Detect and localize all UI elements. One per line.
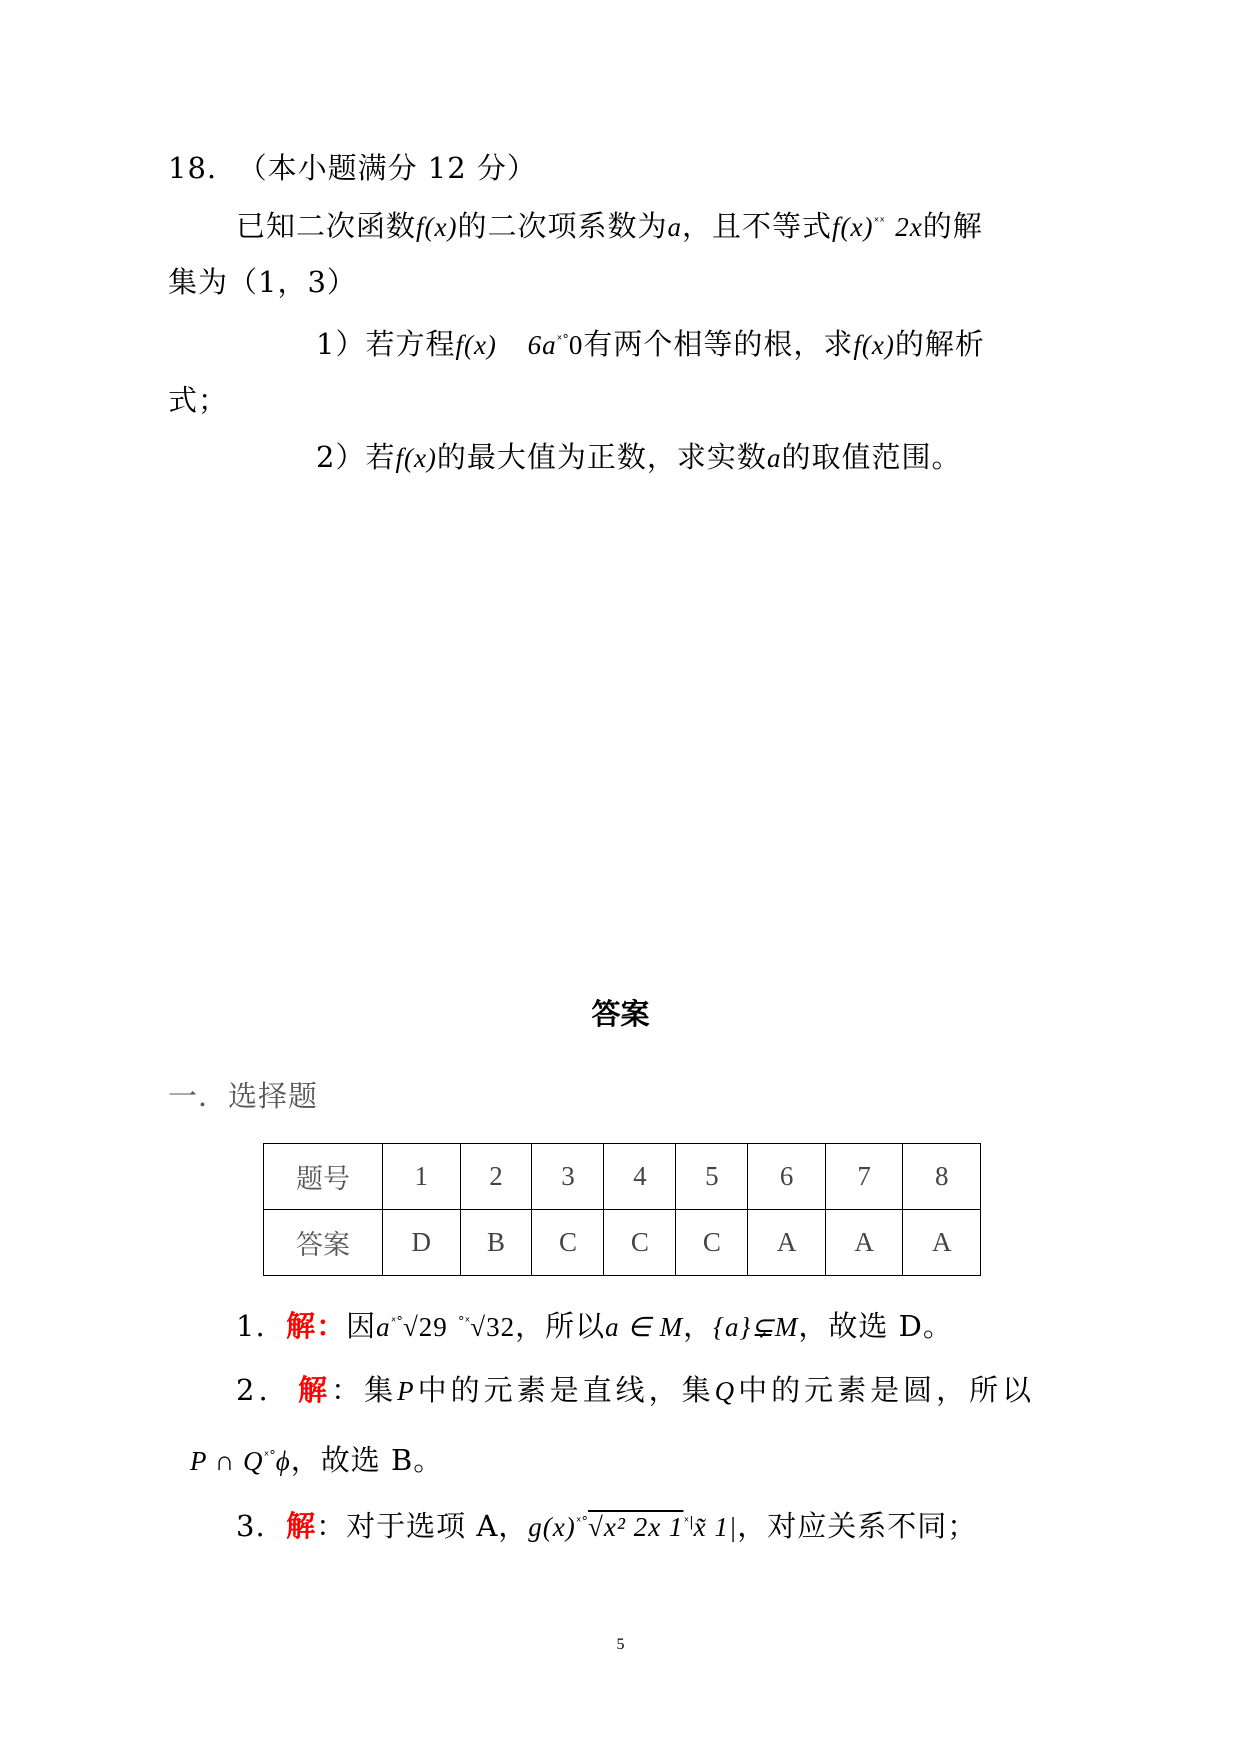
math-2x: 2x [895, 212, 923, 242]
garbled-symbol: ˣ° [556, 333, 569, 348]
table-cell: D [383, 1210, 461, 1276]
math-phi: ϕ [275, 1446, 291, 1476]
table-cell: B [460, 1210, 532, 1276]
score-note: （本小题满分 12 分） [237, 151, 537, 185]
table-row [264, 1144, 981, 1210]
solution-label: 解 [286, 1309, 317, 1343]
part1-text: 1）若方程 [316, 327, 456, 361]
garbled-symbol: ˣ° [390, 1315, 403, 1330]
table-cell: A [903, 1210, 981, 1276]
part1-text: 的解析 [894, 327, 985, 361]
math-abs: x̃ 1| [693, 1512, 738, 1542]
solution-1 [236, 1303, 953, 1347]
part1-text: 式； [168, 383, 229, 417]
solution-number: 3. [236, 1509, 266, 1543]
problem-number: 18. [168, 151, 218, 185]
part2-text: 的取值范围。 [781, 440, 962, 474]
math-subset: {a}⊊M [713, 1312, 799, 1342]
math-gx: g(x) [528, 1512, 576, 1542]
table-cell: 4 [604, 1144, 676, 1210]
stem-text: 的解 [922, 209, 983, 243]
table-cell: 3 [532, 1144, 604, 1210]
solution-number: 2. [236, 1373, 272, 1407]
part1-text: 有两个相等的根，求 [583, 327, 854, 361]
table-row [264, 1210, 981, 1276]
table-cell: 2 [460, 1144, 532, 1210]
problem-18-part2 [316, 437, 961, 478]
solution-number: 1. [236, 1309, 266, 1343]
table-cell: 6 [748, 1144, 826, 1210]
solution-text: ，对应关系不同； [737, 1509, 978, 1543]
math-sqrt32: √32 [470, 1312, 516, 1342]
table-cell: 5 [676, 1144, 748, 1210]
garbled-symbol: ˣ° [263, 1449, 276, 1464]
math-fx: f(x) [395, 443, 437, 473]
solution-text: 中的元素是圆，所以 [738, 1373, 1036, 1407]
solution-2-cont [190, 1437, 443, 1481]
math-a: a [766, 443, 782, 473]
table-cell: A [825, 1210, 903, 1276]
solution-text: ：集 [331, 1373, 398, 1407]
solution-colon: ： [316, 1309, 347, 1343]
table-cell: C [532, 1210, 604, 1276]
garbled-symbol: ˣˣ [873, 215, 886, 230]
math-q: Q [714, 1376, 739, 1406]
page-number: 5 [616, 1636, 625, 1653]
table-cell: 7 [825, 1144, 903, 1210]
solution-text: ，所以 [515, 1309, 606, 1343]
solution-text: 因 [346, 1309, 377, 1343]
problem-18-part1 [316, 321, 985, 365]
table-cell: 8 [903, 1144, 981, 1210]
solution-text: 中的元素是直线，集 [417, 1373, 715, 1407]
problem-18-part1-cont [168, 380, 228, 420]
stem-text: 集为（1，3） [168, 265, 357, 299]
math-a: a [667, 212, 682, 242]
stem-text: ，且不等式 [682, 209, 833, 243]
math-a-in-m: a ∈ M [605, 1312, 684, 1342]
math-6a: 6a [527, 330, 557, 360]
problem-18-heading [168, 148, 537, 188]
table-header-number: 题号 [264, 1144, 383, 1210]
section-one-title: 一．选择题 [168, 1079, 319, 1113]
table-cell: A [748, 1210, 826, 1276]
table-cell: 1 [383, 1144, 461, 1210]
problem-18-stem-line2 [168, 262, 357, 302]
solution-text: ， [683, 1309, 714, 1343]
solution-label: 解 [298, 1373, 332, 1407]
garbled-symbol: °ˣ [457, 1315, 471, 1330]
answer-table [263, 1143, 981, 1276]
stem-text: 已知二次函数 [236, 209, 417, 243]
part2-text: 2）若 [316, 440, 396, 474]
garbled-symbol: ˣ° [575, 1515, 589, 1530]
math-radical: √x² 2x 1 [588, 1512, 684, 1542]
math-p-cap-q: P ∩ Q [190, 1446, 264, 1476]
math-p: P [397, 1376, 418, 1406]
math-a: a [376, 1312, 391, 1342]
math-fx: f(x) [416, 212, 458, 242]
math-fx: f(x) [455, 330, 497, 360]
garbled-symbol: ˣ| [683, 1515, 694, 1530]
solution-label: 解 [286, 1509, 317, 1543]
stem-text: 的二次项系数为 [457, 209, 668, 243]
solution-2 [236, 1370, 1035, 1411]
table-cell: C [676, 1210, 748, 1276]
math-zero: 0 [568, 330, 584, 360]
problem-18-stem-line1 [236, 203, 983, 247]
solution-text: ，故选 D。 [798, 1309, 953, 1343]
table-header-answer: 答案 [264, 1210, 383, 1276]
math-fx: f(x) [832, 212, 874, 242]
math-sqrt29: √29 [402, 1312, 448, 1342]
solution-text: ：对于选项 A， [316, 1509, 529, 1543]
part2-text: 的最大值为正数，求实数 [436, 440, 767, 474]
math-fx: f(x) [853, 330, 895, 360]
solution-3 [236, 1503, 977, 1547]
table-cell: C [604, 1210, 676, 1276]
solution-text: ，故选 B。 [290, 1443, 444, 1477]
answers-heading: 答案 [591, 997, 650, 1031]
